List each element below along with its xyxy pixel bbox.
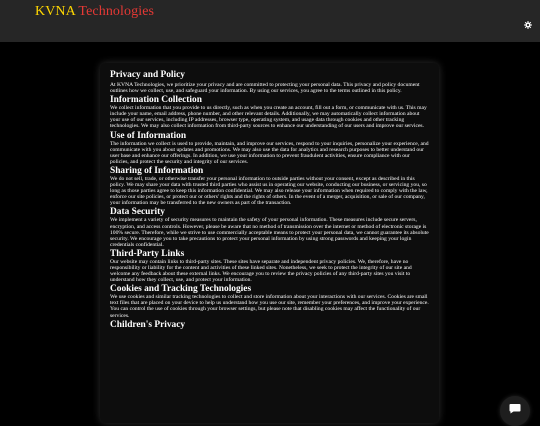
policy-intro: At KVNA Technologies, we prioritize your privacy and are committed to protecting your personal data. This privacy and policy document outlines how we collect, use, and safeguard your information. By using our services, you agree to the terms outlined in this policy.	[110, 82, 420, 95]
section-heading: Children's Privacy	[110, 319, 186, 330]
page-title: Privacy and Policy	[110, 70, 185, 80]
top-bar	[0, 0, 540, 42]
section-body: We collect information that you provide to us directly, such as when you create an account, fill out a form, or communicate with us. This may include your name, email address, phone number, and other relevant details. Additionally, we may automatically collect information about your use of our services, including IP addresses, browser type, operating system, and usage data through cookies and other tracking technologies. We may also collect information from third-party sources to enhance our understanding of our users and improve our services.	[110, 105, 427, 130]
section-body: We implement a variety of security measures to maintain the safety of your personal information. These measures include secure servers, encryption, and access controls. However, please be aware that no method of transmission over the internet or method of electronic storage is 100% secure. Therefore, while we strive to use commercially acceptable means to protect your personal data, we cannot guarantee its absolute security. We encourage you to take precautions to protect your personal information by using strong passwords and keeping your login credentials confidential.	[110, 217, 429, 248]
policy-content	[100, 63, 439, 330]
section-heading: Third-Party Links	[110, 248, 185, 259]
section-heading: Use of Information	[110, 130, 187, 141]
section-body: We use cookies and similar tracking technologies to collect and store information about your interactions with our services. Cookies are small text files that are placed on your device to help us understand how you use our site, remember your preferences, and improve your experience. You can control the use of cookies through your browser settings, but please note that disabling cookies may affect the functionality of our services.	[110, 294, 429, 319]
privacy-policy-card	[100, 63, 439, 423]
section-heading: Data Security	[110, 207, 165, 218]
section-heading: Cookies and Tracking Technologies	[110, 284, 252, 295]
gear-icon[interactable]	[524, 16, 532, 24]
brand-logo-text[interactable]	[35, 4, 154, 20]
section-body: Our website may contain links to third-party sites. These sites have separate and independent privacy policies. We, therefore, have no responsibility or liability for the content and activities of these linked sites. Nonetheless, we seek to protect the integrity of our site and welcome any feedback about these external links. We encourage you to review the privacy policies of any third-party sites you visit to understand how they collect, use, and protect your information.	[110, 258, 412, 284]
section-body: The information we collect is used to provide, maintain, and improve our services, respond to your inquiries, personalize your experience, and communicate with you about updates and promotions. We may also use the data for analytics and research purposes to better understand our user base and enhance our offerings. In addition, we use your information to prevent fraudulent activities, ensure compliance with our policies, and protect the security and integrity of our services.	[110, 140, 429, 165]
section-body: We do not sell, trade, or otherwise transfer your personal information to outside parties without your consent, except as described in this policy. We may share your data with trusted third parties who assist us in operating our website, conducting our business, or servicing you, so long as those parties agree to keep this information confidential. We may also release your information when required to comply with the law, enforce our site policies, or protect our or others' rights and the rights of others. In the event of a merger, acquisition, or sale of our company, your information may be transferred to the new owners as part of the transaction.	[110, 175, 428, 207]
section-heading: Information Collection	[110, 95, 202, 106]
chat-button[interactable]	[500, 396, 530, 426]
brand-name-second: Technologies	[75, 4, 155, 19]
section-heading: Sharing of Information	[110, 165, 204, 176]
brand-name-first: KVNA	[35, 4, 76, 19]
